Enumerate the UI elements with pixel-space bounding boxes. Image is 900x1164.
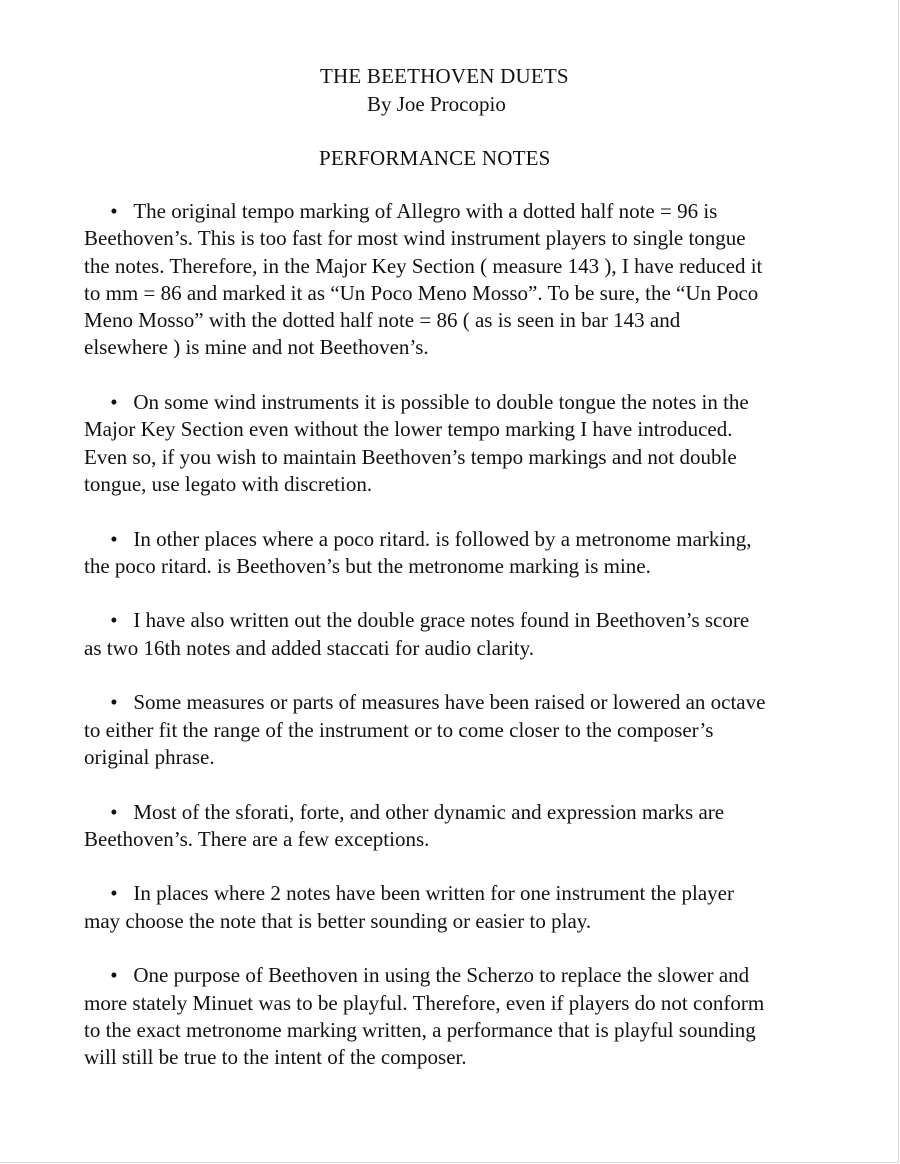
note-item — [84, 389, 858, 498]
note-item — [84, 526, 858, 581]
note-item — [84, 962, 858, 1071]
bullet-icon: • — [110, 199, 118, 223]
note-text: One purpose of Beethoven in using the Scherzo to replace the slower and more stately Minuet was to be playful. Therefore, even if players do not conform to the exact metronome marking written, a performance that is playful sounding will still be true to the intent of the composer. — [84, 963, 765, 1070]
note-item — [84, 880, 858, 935]
note-item — [84, 799, 858, 854]
note-text: On some wind instruments it is possible to double tongue the notes in the Major Key Section even without the lower tempo marking I have introduced. Even so, if you wish to maintain Beethoven’s tempo markings and not double tongue, use legato with discretion. — [84, 390, 749, 496]
note-text: I have also written out the double grace notes found in Beethoven’s score as two 16th notes and added staccati for audio clarity. — [84, 608, 750, 660]
note-text: In places where 2 notes have been written for one instrument the player may choose the note that is better sounding or easier to play. — [84, 881, 734, 933]
bullet-icon: • — [110, 390, 118, 415]
note-text: Some measures or parts of measures have been raised or lowered an octave to either fit the range of the instrument or to come closer to the composer’s original phrase. — [84, 690, 766, 769]
section-heading: PERFORMANCE NOTES — [319, 146, 551, 170]
bullet-icon: • — [110, 963, 118, 988]
document-title: THE BEETHOVEN DUETS — [320, 64, 569, 88]
bullet-icon: • — [110, 608, 118, 633]
bullet-icon: • — [110, 799, 118, 824]
bullet-icon: • — [110, 690, 118, 715]
performance-notes-list — [84, 198, 858, 1099]
document-author: By Joe Procopio — [367, 92, 506, 116]
note-text: Most of the sforati, forte, and other dynamic and expression marks are Beethoven’s. There are a few exceptions. — [84, 799, 725, 851]
note-item — [84, 689, 858, 771]
note-text: The original tempo marking of Allegro with a dotted half note = 96 is Beethoven’s. This is too fast for most wind instrument players to single tongue the notes. Therefore, in the Major Key Section ( measure 143 ), I have reduced it to mm = 86 and marked it as “Un Poco Meno Mosso”. To be sure, the “Un Poco Meno Mosso” with the dotted half note = 86 ( as is seen in bar 143 and elsewhere ) is mine and not Beethoven’s. — [84, 199, 763, 360]
note-item — [84, 198, 858, 362]
bullet-icon: • — [110, 881, 118, 906]
note-text: In other places where a poco ritard. is followed by a metronome marking, the poco ritard. is Beethoven’s but the metronome marking is mine. — [84, 526, 752, 578]
bullet-icon: • — [110, 526, 118, 551]
note-item — [84, 607, 858, 662]
